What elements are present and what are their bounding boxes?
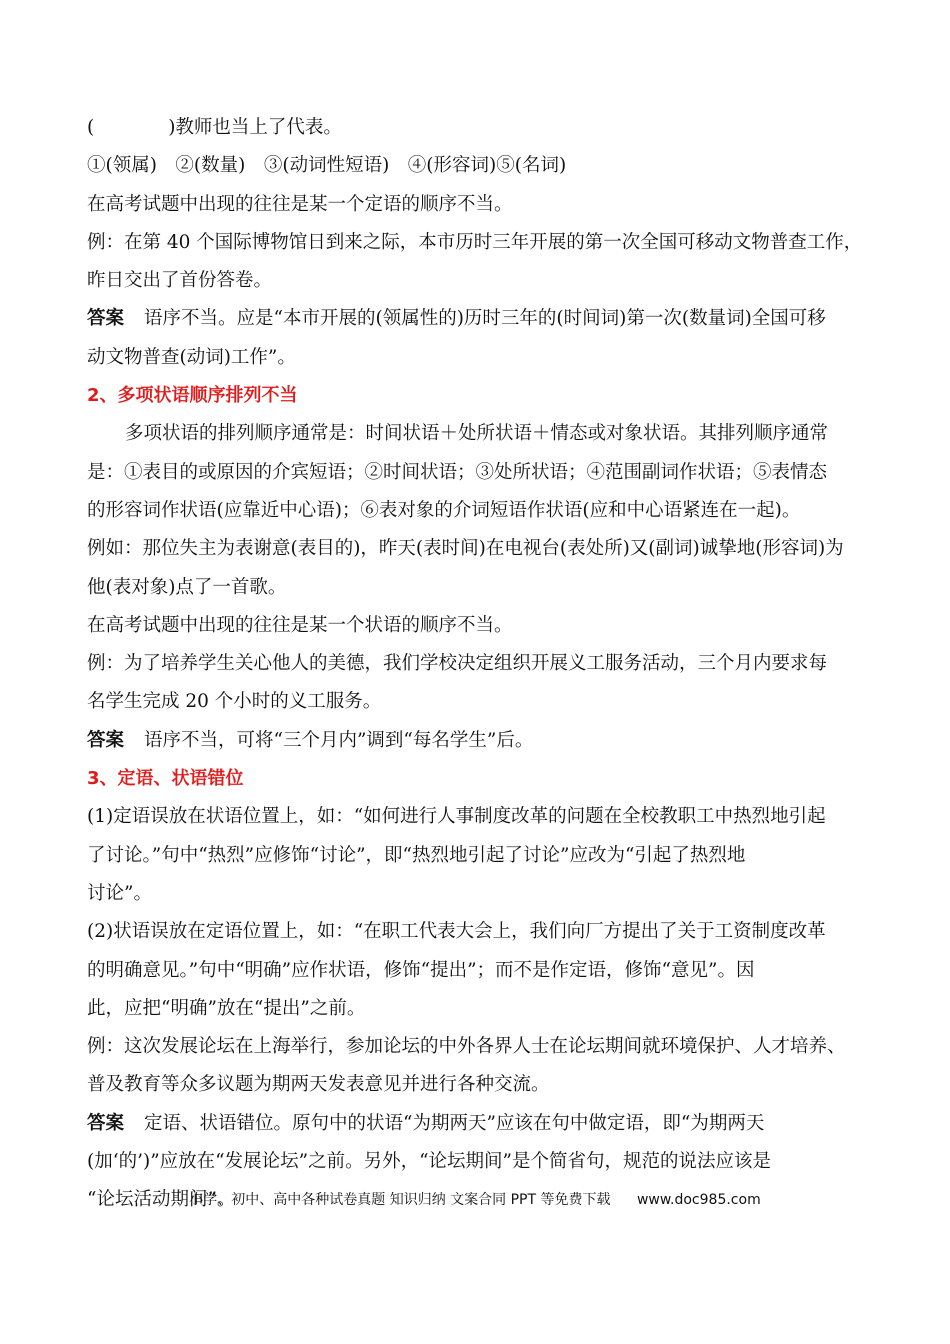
text-line: [87, 109, 867, 147]
line-text: 多项状语的排列顺序通常是：时间状语＋处所状语＋情态或对象状语。其排列顺序通常: [125, 423, 829, 445]
text-line: [87, 415, 867, 453]
line-text: 的形容词作状语(应靠近中心语)；⑥表对象的介词短语作状语(应和中心语紧连在一起)。: [87, 499, 801, 521]
section-heading: [87, 760, 867, 798]
line-text: 了讨论。”句中“热烈”应修饰“讨论”，即“热烈地引起了讨论”应改为“引起了热烈地: [87, 844, 746, 866]
line-text: 普及教育等众多议题为期两天发表意见并进行各种交流。: [87, 1074, 550, 1096]
text-line: [87, 607, 867, 645]
text-line: [87, 262, 867, 300]
line-text: 例如：那位失主为表谢意(表目的)，昨天(表时间)在电视台(表处所)又(副词)诚挚地(形容词)为: [87, 538, 844, 560]
line-text: (加‘的’)”应放在“发展论坛”之前。另外，“论坛期间”是个简省句，规范的说法应该是: [87, 1151, 771, 1173]
section-heading: [87, 377, 867, 415]
line-text: 动文物普查(动词)工作”。: [87, 346, 296, 368]
line-text: 例：在第 40 个国际博物馆日到来之际，本市历时三年开展的第一次全国可移动文物普查工作，: [87, 231, 863, 253]
line-text: 的明确意见。”句中“明确”应作状语，修饰“提出”；而不是作定语，修饰“意见”。因: [87, 959, 755, 981]
text-line: [87, 683, 867, 721]
line-text: 例：这次发展论坛在上海举行，参加论坛的中外各界人士在论坛期间就环境保护、人才培养、: [87, 1036, 846, 1058]
answer-label: 答案: [87, 729, 125, 751]
answer-label: 答案: [87, 1112, 125, 1134]
line-text: 昨日交出了首份答卷。: [87, 270, 273, 292]
line-text: ( )教师也当上了代表。: [87, 117, 342, 138]
text-line: [87, 530, 867, 568]
line-text: 在高考试题中出现的往往是某一个定语的顺序不当。: [87, 193, 513, 215]
line-text: 讨论”。: [87, 882, 152, 904]
line-text: “论坛活动期间”。: [87, 1189, 236, 1211]
line-text: 是：①表目的或原因的介宾短语；②时间状语；③处所状语；④范围副词作状语；⑤表情态: [87, 461, 828, 483]
answer-line: [87, 300, 867, 338]
line-text: 定语、状语错位。原句中的状语“为期两天”应该在句中做定语，即“为期两天: [144, 1112, 765, 1134]
text-line: [87, 837, 867, 875]
line-text: (2)状语误放在定语位置上，如：“在职工代表大会上，我们向厂方提出了关于工资制度改革: [87, 921, 826, 943]
line-text: 3、定语、状语错位: [87, 768, 244, 790]
page-footer: [0, 1189, 950, 1209]
line-text: 例：为了培养学生关心他人的美德，我们学校决定组织开展义工服务活动，三个月内要求每: [87, 653, 828, 675]
line-text: (1)定语误放在状语位置上，如：“如何进行人事制度改革的问题在全校教职工中热烈地引起: [87, 806, 826, 828]
text-line: [87, 339, 867, 377]
text-line: [87, 454, 867, 492]
text-line: [87, 952, 867, 990]
answer-line: [87, 1105, 867, 1143]
text-line: [87, 1143, 867, 1181]
text-line: [87, 1028, 867, 1066]
text-line: [87, 492, 867, 530]
text-line: [87, 645, 867, 683]
line-text: 2、多项状语顺序排列不当: [87, 385, 298, 407]
text-line: [87, 798, 867, 836]
text-line: [87, 147, 867, 185]
text-line: [87, 569, 867, 607]
line-text: 语序不当。应是“本市开展的(领属性的)历时三年的(时间词)第一次(数量词)全国可移: [144, 308, 826, 330]
answer-label: 答案: [87, 308, 125, 330]
answer-line: [87, 722, 867, 760]
line-text: 语序不当，可将“三个月内”调到“每名学生”后。: [144, 729, 534, 751]
text-line: [87, 1066, 867, 1104]
line-text: ①(领属) ②(数量) ③(动词性短语) ④(形容词)⑤(名词): [87, 155, 567, 177]
text-line: [87, 990, 867, 1028]
line-text: 名学生完成 20 个小时的义工服务。: [87, 691, 382, 713]
text-line: [87, 224, 867, 262]
document-body: [87, 109, 867, 1220]
line-text: 在高考试题中出现的往往是某一个状语的顺序不当。: [87, 614, 513, 636]
text-line: [87, 186, 867, 224]
footer-text: 小学、初中、高中各种试卷真题 知识归纳 文案合同 PPT 等免费下载: [189, 1192, 611, 1208]
line-text: 他(表对象)点了一首歌。: [87, 576, 287, 598]
text-line: [87, 913, 867, 951]
footer-url[interactable]: www.doc985.com: [636, 1192, 761, 1208]
text-line: [87, 875, 867, 913]
line-text: 此，应把“明确”放在“提出”之前。: [87, 997, 366, 1019]
